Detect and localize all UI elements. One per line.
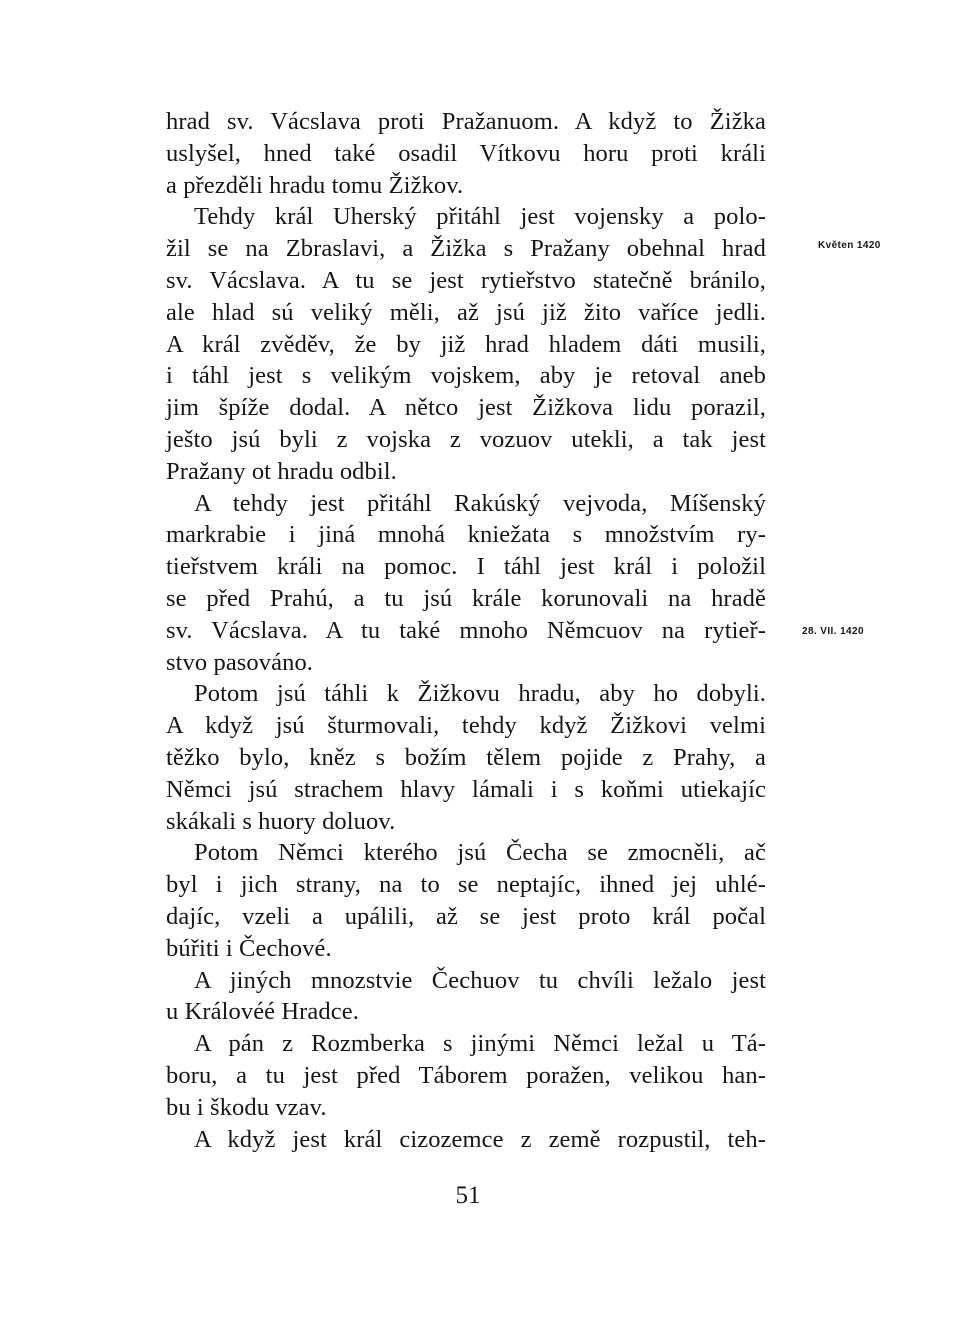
text-line: búřiti i Čechové. [166, 934, 332, 962]
text-line: žil se na Zbraslavi, a Žižka s Pražany obehnal hrad [166, 235, 766, 263]
text-line: A když jest král cizozemce z země rozpustil, teh- [194, 1125, 766, 1153]
margin-note-date-1: Květen 1420 [818, 240, 881, 251]
text-line: sv. Vácslava. A tu také mnoho Němcuov na rytieř- [166, 616, 766, 644]
text-line: skákali s huory doluov. [166, 807, 396, 835]
page-number: 51 [455, 1182, 481, 1209]
text-line: jim špíže dodal. A nětco jest Žižkova lidu porazil, [166, 394, 766, 422]
text-line: těžko bylo, kněz s božím tělem pojide z Prahy, a [166, 744, 766, 771]
text-line: boru, a tu jest před Táborem poražen, velikou han- [166, 1062, 766, 1089]
text-line: markrabie i jiná mnohá kniežata s množstvím ry- [166, 521, 766, 549]
text-line: dajíc, vzeli a upálili, až se jest proto král počal [166, 903, 766, 930]
text-line: i táhl jest s velikým vojskem, aby je retoval aneb [166, 362, 766, 390]
text-line: se před Prahú, a tu jsú krále korunovali na hradě [166, 585, 766, 612]
text-line: a přezděli hradu tomu Žižkov. [166, 171, 464, 199]
text-line: byl i jich strany, na to se neptajíc, ihned jej uhlé- [166, 871, 766, 899]
text-line: hrad sv. Vácslava proti Pražanuom. A když to Žižka [166, 108, 766, 135]
text-line: bu i škodu vzav. [166, 1093, 327, 1121]
text-line: uslyšel, hned také osadil Vítkovu horu proti králi [166, 139, 766, 167]
text-line: ale hlad sú veliký měli, až jsú již žito vaříce jedli. [166, 298, 766, 326]
text-line: sv. Vácslava. A tu se jest rytieřstvo statečně bránilo, [166, 267, 766, 294]
text-line: A pán z Rozmberka s jinými Němci ležal u Tá- [194, 1030, 766, 1058]
text-line: Tehdy král Uherský přitáhl jest vojensky a polo- [194, 203, 766, 231]
text-line: A když jsú šturmovali, tehdy když Žižkovi velmi [166, 712, 766, 740]
text-line: A jiných mnozstvie Čechuov tu chvíli ležalo jest [194, 966, 766, 994]
text-line: Němci jsú strachem hlavy lámali i s koňmi utiekajíc [166, 775, 766, 803]
text-line: A král zvěděv, že by již hrad hladem dáti musili, [166, 330, 766, 358]
text-line: Potom jsú táhli k Žižkovu hradu, aby ho dobyli. [194, 680, 766, 708]
margin-note-date-2: 28. VII. 1420 [802, 626, 864, 637]
text-line: A tehdy jest přitáhl Rakúský vejvoda, Míšenský [194, 489, 766, 517]
text-line: u Královéé Hradce. [166, 998, 359, 1026]
text-line: stvo pasováno. [166, 648, 314, 676]
text-line: ješto jsú byli z vojska z vozuov utekli, a tak jest [166, 426, 766, 453]
text-line: Pražany ot hradu odbil. [166, 457, 397, 485]
text-line: Potom Němci kterého jsú Čecha se zmocněli, ač [194, 839, 766, 867]
text-line: tieřstvem králi na pomoc. I táhl jest král i položil [166, 553, 766, 581]
